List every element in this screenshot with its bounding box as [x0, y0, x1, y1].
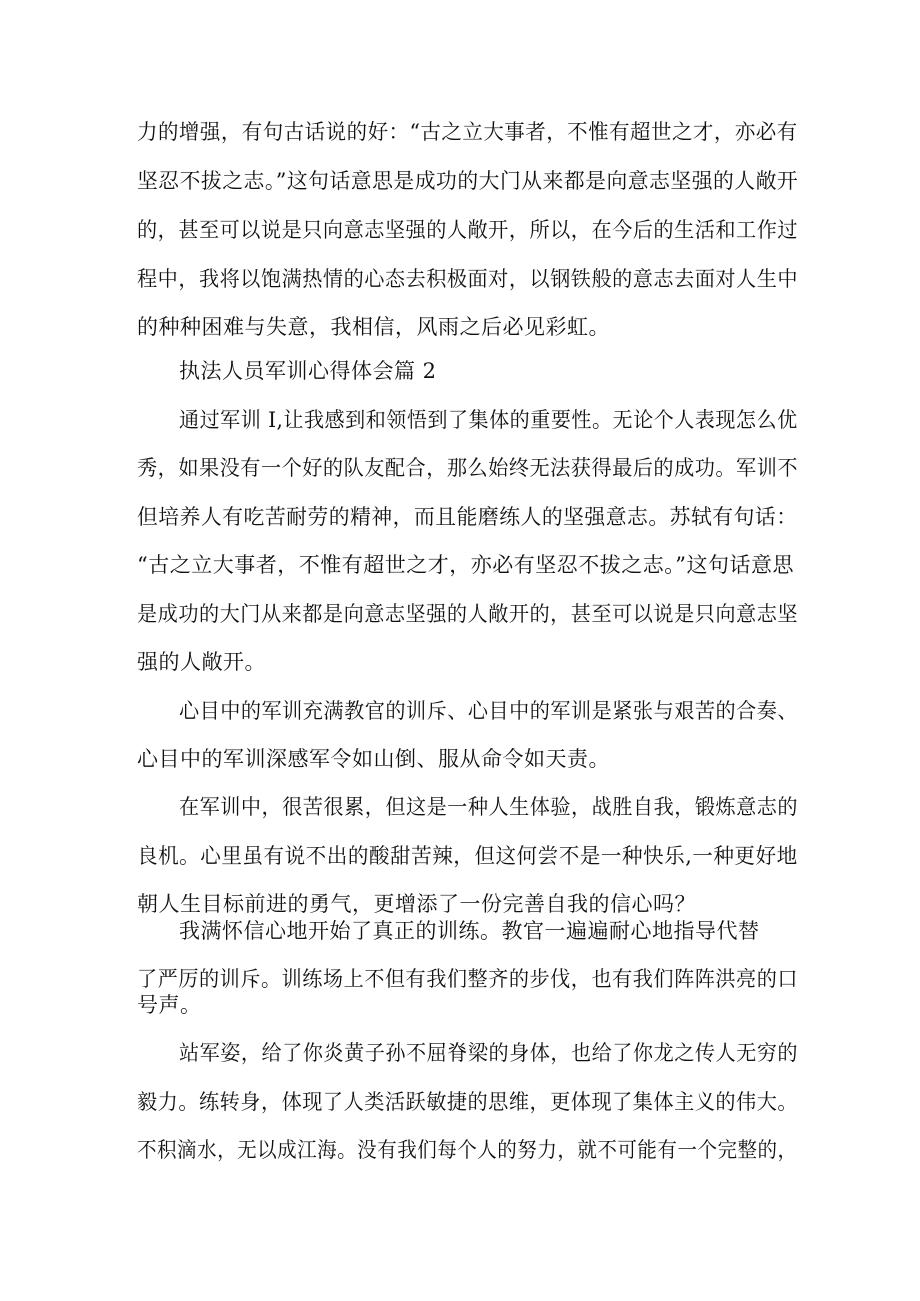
text-line: 程中，我将以饱满热情的心态去积极面对，以钢铁般的意志去面对人生中 [137, 267, 799, 291]
text-line: 朝人生目标前进的勇气，更增添了一份完善自我的信心吗？ [137, 892, 696, 916]
text-line: 但培养人有吃苦耐劳的精神，而且能磨练人的坚强意志。苏轼有句话： [137, 505, 798, 529]
text-line: 通过军训 I,让我感到和领悟到了集体的重要性。无论个人表现怎么优 [179, 408, 798, 432]
text-line: 秀，如果没有一个好的队友配合，那么始终无法获得最后的成功。军训不 [137, 456, 799, 480]
text-line: 力的增强，有句古话说的好：“古之立大事者，不惟有超世之才，亦必有 [137, 120, 798, 144]
text-line: 站军姿，给了你炎黄子孙不屈脊梁的身体，也给了你龙之传人无穷的 [179, 1041, 799, 1065]
text-line: 坚忍不拔之志。”这句话意思是成功的大门从来都是向意志坚强的人敞开 [137, 169, 799, 193]
text-line: 强的人敞开。 [137, 650, 266, 674]
text-line: 了严厉的训斥。训练场上不但有我们整齐的步伐，也有我们阵阵洪亮的口 [137, 967, 799, 991]
text-line: “古之立大事者，不惟有超世之才，亦必有坚忍不拔之志。”这句话意思 [137, 553, 794, 577]
text-line: 心目中的军训充满教官的训斥、心目中的军训是紧张与艰苦的合奏、 [179, 699, 799, 723]
text-line: 心目中的军训深感军令如山倒、服从命令如天责。 [137, 747, 610, 771]
text-line: 是成功的大门从来都是向意志坚强的人敞开的，甚至可以说是只向意志坚 [137, 602, 799, 626]
text-line: 不积滴水，无以成江海。没有我们每个人的努力，就不可能有一个完整的， [137, 1138, 798, 1162]
text-line: 良机。心里虽有说不出的酸甜苦辣，但这何尝不是一种快乐,一种更好地 [137, 844, 798, 868]
text-line: 在军训中，很苦很累，但这是一种人生体验，战胜自我，锻炼意志的 [179, 795, 799, 819]
text-line: 我满怀信心地开始了真正的训练。教官一遍遍耐心地指导代替 [179, 919, 760, 943]
text-line: 号声。 [137, 993, 202, 1017]
text-line: 的种种困难与失意，我相信，风雨之后必见彩虹。 [137, 315, 610, 339]
text-line: 的，甚至可以说是只向意志坚强的人敞开，所以，在今后的生活和工作过 [137, 218, 799, 242]
section-heading: 执法人员军训心得体会篇 2 [179, 359, 437, 383]
text-line: 毅力。练转身，体现了人类活跃敏捷的思维，更体现了集体主义的伟大。 [137, 1090, 799, 1114]
